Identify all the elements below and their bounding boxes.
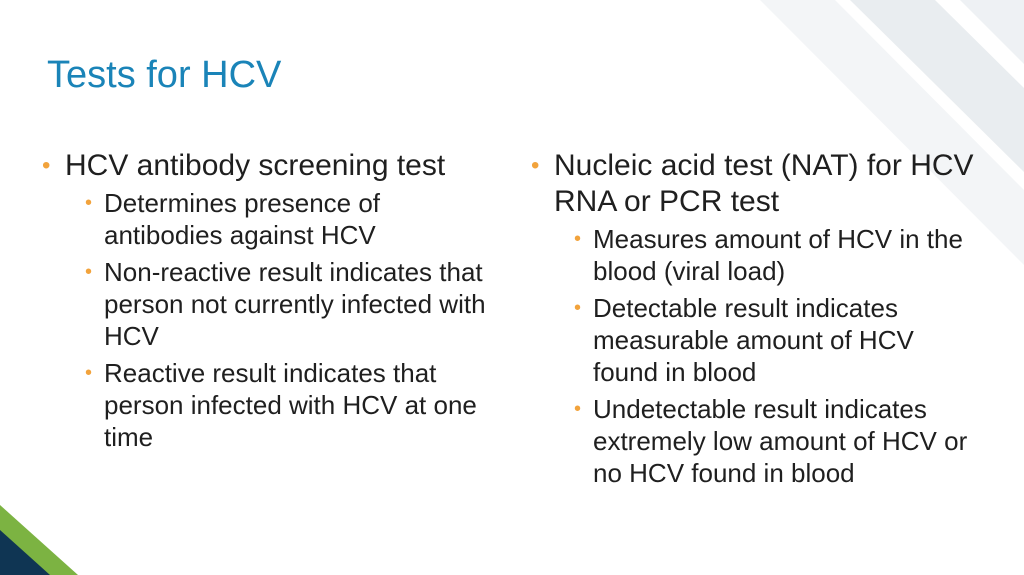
sub-bullet-text: Non-reactive result indicates that person not currently infected with HCV [104, 257, 486, 351]
bullet-heading: Nucleic acid test (NAT) for HCV RNA or PCR test [554, 149, 974, 218]
sub-bullet-text: Detectable result indicates measurable amount of HCV found in blood [593, 293, 914, 387]
bullet-dot-icon: • [85, 192, 93, 214]
bullet-nucleic-acid-test [531, 148, 981, 489]
sub-bullet [65, 256, 492, 352]
slide-title: Tests for HCV [47, 54, 282, 96]
bullet-dot-icon: • [531, 152, 540, 179]
sub-bullet-text: Measures amount of HCV in the blood (viral load) [593, 224, 963, 286]
sub-bullet-text: Determines presence of antibodies against HCV [104, 188, 381, 250]
sub-bullet-list [554, 223, 981, 489]
sub-bullet [65, 357, 492, 453]
bullet-heading: HCV antibody screening test [65, 149, 446, 182]
bullet-antibody-test [42, 148, 492, 453]
bullet-dot-icon: • [85, 362, 93, 384]
right-column [531, 148, 981, 494]
sub-bullet [65, 187, 492, 251]
sub-bullet [554, 292, 981, 388]
bullet-dot-icon: • [574, 297, 582, 319]
bullet-dot-icon: • [42, 152, 51, 179]
bullet-dot-icon: • [85, 261, 93, 283]
left-column [42, 148, 492, 458]
sub-bullet-text: Undetectable result indicates extremely low amount of HCV or no HCV found in blood [593, 394, 968, 488]
sub-bullet [554, 393, 981, 489]
sub-bullet-text: Reactive result indicates that person infected with HCV at one time [104, 358, 477, 452]
sub-bullet [554, 223, 981, 287]
sub-bullet-list [65, 187, 492, 453]
bullet-dot-icon: • [574, 228, 582, 250]
bullet-dot-icon: • [574, 398, 582, 420]
